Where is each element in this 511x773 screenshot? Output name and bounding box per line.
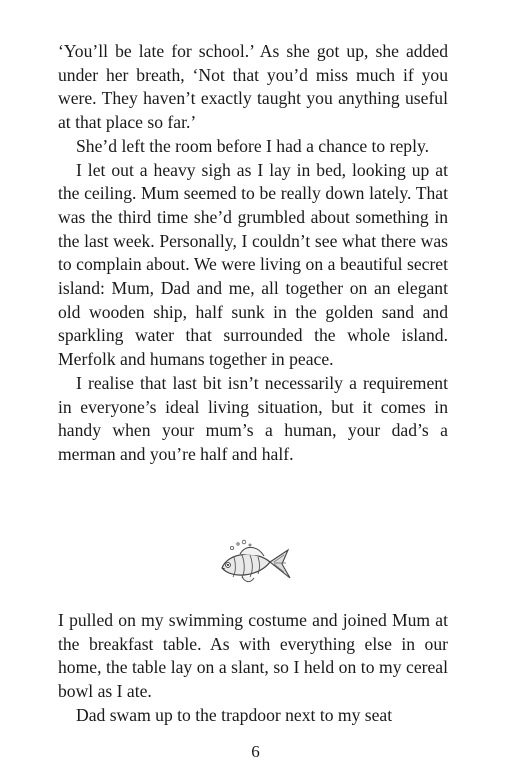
paragraph: I pulled on my swimming costume and joined Mum at the breakfast table. As with everything else in our home, the table lay on a slant, so I held on to my cereal bowl as I ate. — [58, 610, 448, 702]
paragraph: She’d left the room before I had a chance to reply. — [76, 135, 430, 156]
page-number: 6 — [251, 742, 260, 761]
paragraph: ‘You’ll be late for school.’ As she got up, she added under her breath, ‘Not that you’d miss much if you were. They haven’t exactly taught you anything useful at that place so far.’ — [58, 41, 448, 133]
fish-icon — [214, 538, 296, 588]
paragraph: I realise that last bit isn’t necessarily a requirement in everyone’s ideal living situation, but it comes in handy when your mum’s a human, your dad’s a merman and you’re half and half. — [58, 372, 448, 464]
text-block-bottom — [58, 609, 448, 728]
paragraph: Dad swam up to the trapdoor next to my seat — [76, 704, 393, 725]
paragraph: I let out a heavy sigh as I lay in bed, looking up at the ceiling. Mum seemed to be really down lately. That was the third time she’d grumbled about something in the last week. Personally, I couldn’t see what there was to complain about. We were living on a beautiful secret island: Mum, Dad and me, all together on an elegant old wooden ship, half sunk in the golden sand and sparkling water that surrounded the whole island. Merfolk and humans together in peace. — [58, 159, 448, 370]
text-block-top — [58, 40, 448, 467]
